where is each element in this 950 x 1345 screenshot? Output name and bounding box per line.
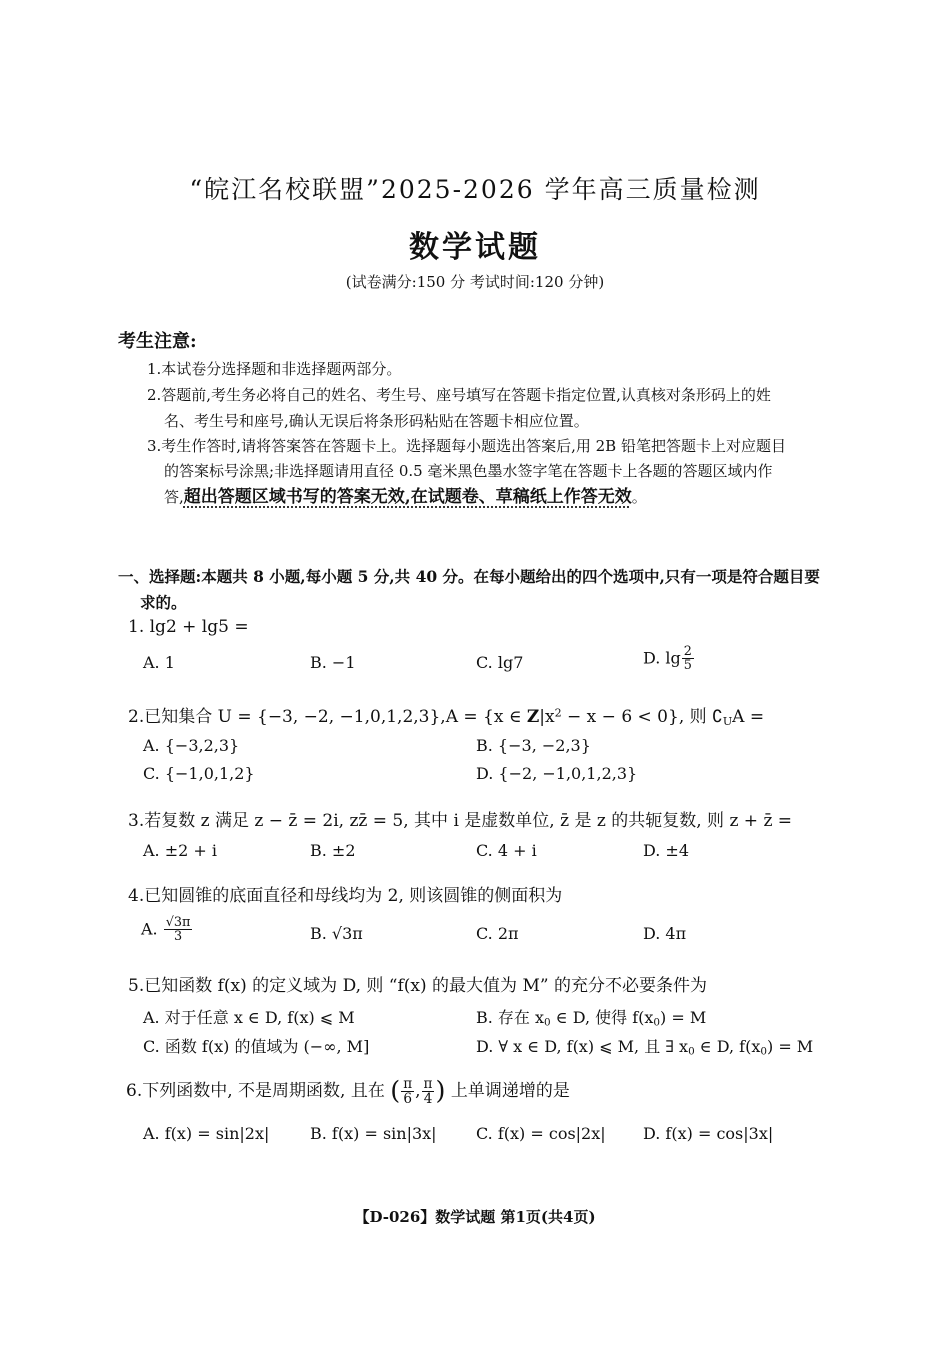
q6-stem-part1: 6.下列函数中, 不是周期函数, 且在 <box>126 1081 385 1101</box>
q2-stem-exponent: 2 <box>554 706 562 720</box>
notice-item-3-line2: 的答案标号涂黑;非选择题请用直径 0.5 毫米黑色墨水签字笔在答题卡上各题的答题区域内作 <box>164 462 773 480</box>
q5-option-c: C. 函数 f(x) 的值域为 (−∞, M] <box>143 1037 370 1056</box>
q3-option-d: D. ±4 <box>643 841 690 860</box>
q5-option-d-sub2: 0 <box>760 1045 767 1058</box>
q5-option-d-part3: ) = M <box>766 1037 814 1056</box>
q6-frac1-numerator: π <box>403 1075 413 1092</box>
q2-stem-part4: A = <box>732 707 765 727</box>
q3-option-b: B. ±2 <box>310 841 356 860</box>
q4-option-c: C. 2π <box>476 924 519 943</box>
section-heading-line2: 求的。 <box>140 593 187 612</box>
q4-option-a <box>141 916 193 944</box>
q6-option-c: C. f(x) = cos|2x| <box>476 1124 606 1143</box>
q6-option-a: A. f(x) = sin|2x| <box>143 1124 270 1143</box>
q5-option-d-part2: ∈ D, f(x <box>694 1037 761 1056</box>
notice-item-3-suffix: 。 <box>631 488 647 506</box>
notice-item-2-line1: 2.答题前,考生务必将自己的姓名、考生号、座号填写在答题卡指定位置,认真核对条形码上的姓 <box>147 386 771 404</box>
q4-option-d: D. 4π <box>643 924 687 943</box>
q6-frac2-denominator: 4 <box>423 1091 433 1107</box>
q5-option-d-sub1: 0 <box>688 1045 695 1058</box>
q2-option-d: D. {−2, −1,0,1,2,3} <box>476 764 638 783</box>
question-5-stem: 5.已知函数 f(x) 的定义域为 D, 则 “f(x) 的最大值为 M” 的充分不必要条件为 <box>128 976 707 996</box>
q1-option-a: A. 1 <box>143 653 175 672</box>
notice-heading: 考生注意: <box>118 331 197 352</box>
notice-item-2-line2: 名、考生号和座号,确认无误后将条形码粘贴在答题卡相应位置。 <box>164 412 589 430</box>
q5-option-b-part2: ∈ D, 使得 f(x <box>550 1008 654 1027</box>
q3-option-c: C. 4 + i <box>476 841 537 860</box>
notice-item-1: 1.本试卷分选择题和非选择题两部分。 <box>147 360 402 378</box>
q4-option-a-numerator: √3π <box>165 915 191 930</box>
q2-option-b: B. {−3, −2,3} <box>476 736 591 755</box>
q6-frac1-denominator: 6 <box>403 1091 412 1107</box>
q2-stem-part3: − x − 6 < 0}, 则 ∁ <box>561 707 723 727</box>
q5-option-a: A. 对于任意 x ∈ D, f(x) ⩽ M <box>143 1008 355 1027</box>
question-6-stem: 6.下列函数中, 不是周期函数, 且在 ( $\frac{\pi}{6}$ , $\frac{\pi}{4}$ ) 上单调递增的是 <box>126 1075 570 1107</box>
q5-option-b-sub1: 0 <box>544 1016 551 1029</box>
page-footer: 【D-026】数学试题 第1页(共4页) <box>354 1208 596 1226</box>
subject-title: 数学试题 <box>409 230 541 265</box>
question-3-stem: 3.若复数 z 满足 z − z̄ = 2i, zz̄ = 5, 其中 i 是虚数单位, z̄ 是 z 的共轭复数, 则 z + z̄ = <box>128 811 793 831</box>
q5-option-b <box>476 1005 706 1029</box>
q5-option-d <box>476 1034 813 1058</box>
q2-option-c: C. {−1,0,1,2} <box>143 764 255 783</box>
q5-option-b-sub2: 0 <box>653 1016 661 1029</box>
q1-option-d-denominator: 5 <box>683 658 692 674</box>
q5-option-b-part1: B. 存在 x <box>476 1008 545 1027</box>
notice-item-3-prefix: 答, <box>164 488 184 506</box>
q6-left-paren: ( <box>390 1076 401 1107</box>
question-2-stem <box>128 702 764 728</box>
q2-stem-subscript: U <box>722 714 733 728</box>
notice-item-3-line3 <box>164 484 647 510</box>
q6-right-paren: ) <box>435 1076 446 1107</box>
q6-stem-part2: 上单调递增的是 <box>450 1081 570 1101</box>
q1-option-b: B. −1 <box>310 653 356 672</box>
q2-stem-integers: Z <box>526 707 540 727</box>
q4-option-a-label: A. <box>141 919 158 939</box>
question-4-stem: 4.已知圆锥的底面直径和母线均为 2, 则该圆锥的侧面积为 <box>128 886 563 906</box>
q1-option-c: C. lg7 <box>476 653 524 672</box>
q5-option-d-part1: D. ∀ x ∈ D, f(x) ⩽ M, 且 ∃ x <box>476 1037 689 1056</box>
q1-option-d <box>643 645 695 673</box>
exam-meta: (试卷满分:150 分 考试时间:120 分钟) <box>345 273 605 291</box>
question-1-stem: 1. lg2 + lg5 = <box>128 617 249 637</box>
q6-frac2-numerator: π <box>423 1075 433 1092</box>
notice-warning: 超出答题区域书写的答案无效,在试题卷、草稿纸上作答无效 <box>183 487 632 507</box>
q4-option-b: B. √3π <box>310 924 363 943</box>
q4-option-a-denominator: 3 <box>174 929 183 945</box>
q3-option-a: A. ±2 + i <box>143 841 218 860</box>
q2-stem-part1: 2.已知集合 U = {−3, −2, −1,0,1,2,3},A = {x ∈ <box>128 707 527 727</box>
exam-title: “皖江名校联盟”2025-2026 学年高三质量检测 <box>189 175 761 204</box>
section-heading-line1: 一、选择题:本题共 8 小题,每小题 5 分,共 40 分。在每小题给出的四个选项中,只有一项是符合题目要 <box>118 567 820 586</box>
q6-option-b: B. f(x) = sin|3x| <box>310 1124 437 1143</box>
q5-option-b-part3: ) = M <box>660 1008 707 1027</box>
q1-option-d-numerator: 2 <box>683 644 692 659</box>
q2-stem-part2: |x <box>539 707 555 727</box>
q1-option-d-prefix: D. lg <box>643 648 681 668</box>
notice-item-3-line1: 3.考生作答时,请将答案答在答题卡上。选择题每小题选出答案后,用 2B 铅笔把答题卡上对应题目 <box>147 437 786 455</box>
q2-option-a: A. {−3,2,3} <box>143 736 240 755</box>
q6-option-d: D. f(x) = cos|3x| <box>643 1124 774 1143</box>
